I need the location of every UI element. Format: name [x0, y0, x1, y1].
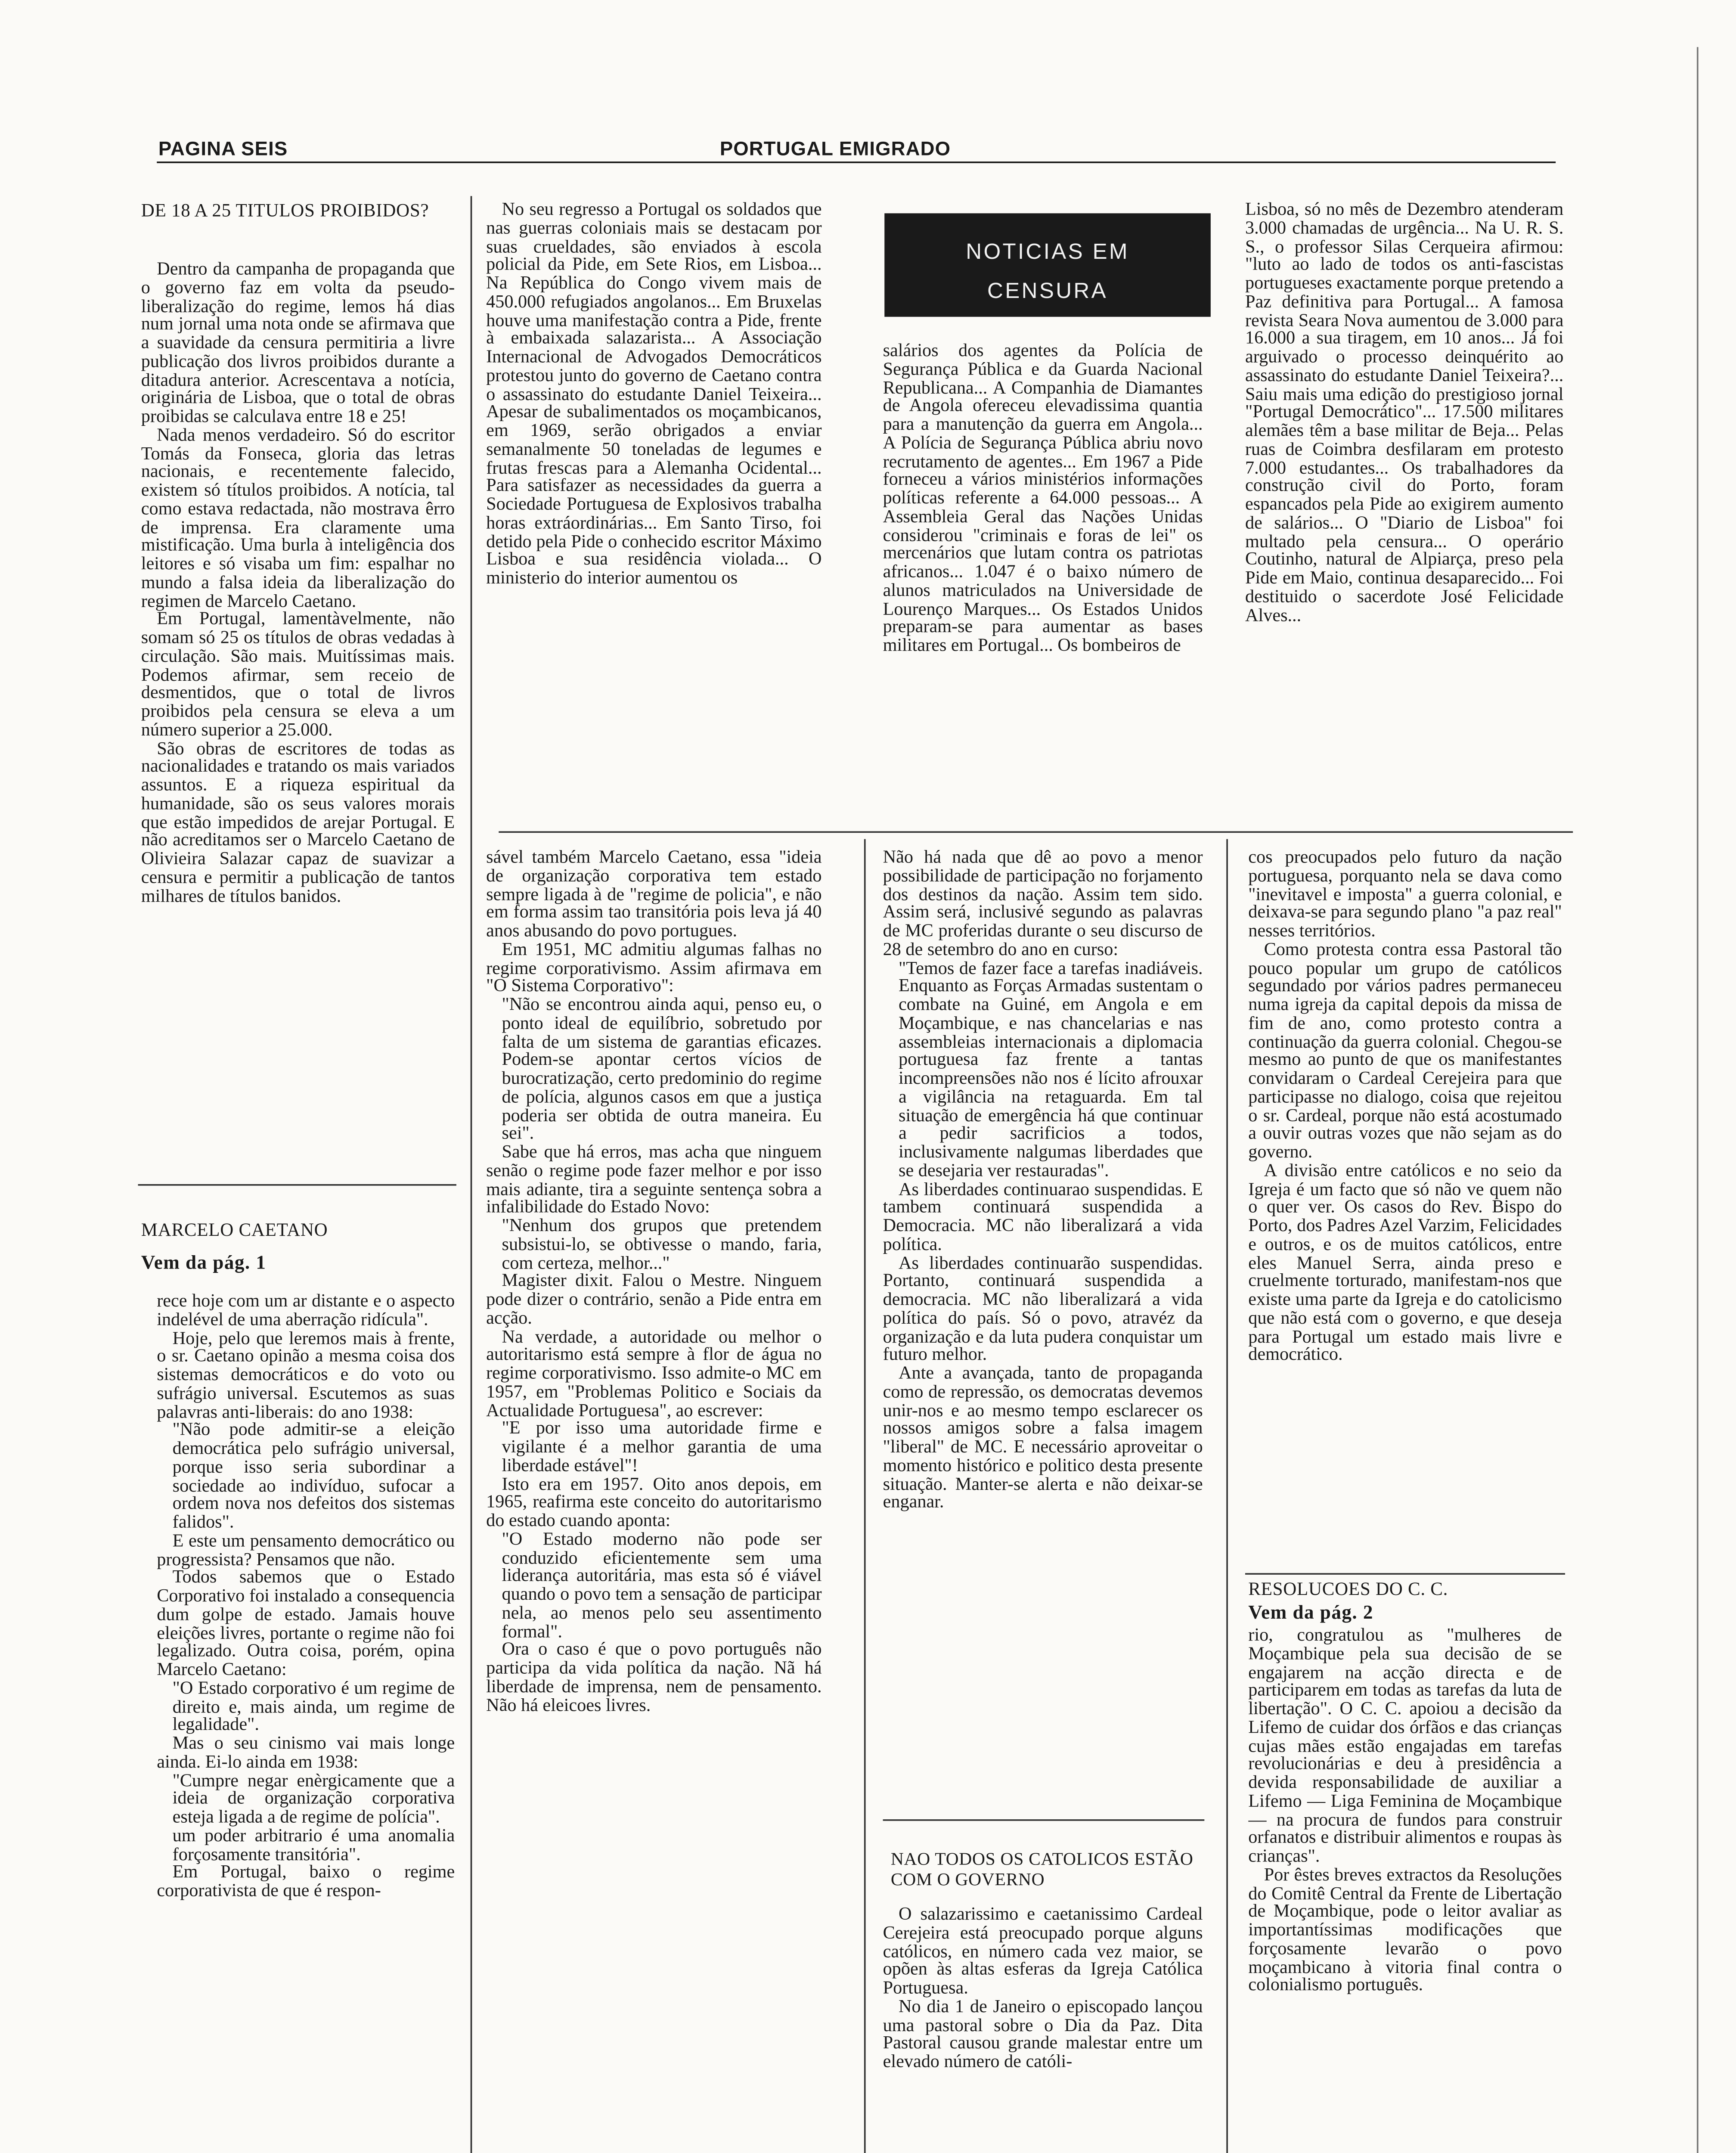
article-title-titulos: DE 18 A 25 TITULOS PROIBIDOS? [141, 199, 429, 221]
banner-line: NOTICIAS EM [966, 238, 1129, 264]
paragraph: E este um pensamento democrático ou progressista? Pensamos que não. [157, 1530, 455, 1570]
article-marcelo-continued-2 [883, 848, 1203, 1808]
paragraph: As liberdades continuarao suspendidas. E tambem continuará suspendida a Democracia. MC não liberalizará a vida política. [883, 1179, 1203, 1254]
paragraph: No dia 1 de Janeiro o episcopado lançou uma pastoral sobre o Dia da Paz. Dita Pastoral causou grande malestar entre um elevado número de católi- [883, 1996, 1203, 2072]
paragraph: Isto era em 1957. Oito anos depois, em 1965, reafirma este conceito do autoritarismo do estado cuando aponta: [486, 1473, 822, 1531]
column-divider [471, 196, 472, 2153]
paragraph: Como protesta contra essa Pastoral tão pouco popular um grupo de católicos segundado por vários padres permaneceu numa igreja da capital depois da missa de fim de ano, como protesto contra a continuação da guerra colonial. Chegou-se mesmo ao punto de que os manifestantes convidaram o Cardeal Cerejeira para que participasse no dialogo, coisa que rejeitou o sr. Cardeal, porque não está acostumado a ouvir outras vozes que não sejam as do governo. [1248, 939, 1562, 1162]
quote: "O Estado corporativo é um regime de direito e, mais ainda, um regime de legalidade". [172, 1678, 455, 1735]
paragraph: salários dos agentes da Polícia de Segurança Pública e da Guarda Nacional Republicana... A Companhia de Diamantes de Angola ofereceu elevadissima quantia para a manutenção da guerra em Angola... A Polícia de Segurança Pública abriu novo recrutamento de agentes... Em 1967 a Pide forneceu a vários ministérios informações políticas referente a 64.000 pessoas... A Assembleia Geral das Nações Unidas considerou "criminais e foras de lei" os mercenários que lutam contra os patriotas africanos... 1.047 é o baixo número de alunos matriculados na Universidade de Lourenço Marques... Os Estados Unidos preparam-se para aumentar as bases militares em Portugal... Os bombeiros de [883, 342, 1203, 656]
continued-from-label: Vem da pág. 2 [1248, 1601, 1373, 1623]
paragraph: Em Portugal, baixo o regime corporativista de que é respon- [157, 1862, 455, 1901]
paragraph: Na verdade, a autoridade ou melhor o autoritarismo está sempre à flor de água no regime corporativismo. Isso admite-o MC em 1957, em "Problemas Politico e Sociais da Actualidade Portuguesa", ao escrever: [486, 1326, 822, 1421]
column-divider [864, 839, 866, 2153]
quote: um poder arbitrario é uma anomalia forçosamente transitória". [172, 1825, 455, 1864]
quote: "Temos de fazer face a tarefas inadiáveis. Enquanto as Forças Armadas sustentam o combate na Guiné, em Angola e em Moçambique, e nas chancelarias e nas assembleias internacionais a diplomacia portuguesa faz frente a tantas incompreensões não nos é lícito afrouxar a vigilância na retaguarda. Em tal situação de emergência há que continuar a pedir sacrificios a todos, inclusivamente nalgumas liberdades que se desejaria ver restauradas". [899, 957, 1203, 1181]
noticias-col3-body [883, 342, 1203, 813]
paragraph: No seu regresso a Portugal os soldados que nas guerras coloniais mais se destacam por suas crueldades, são enviados à escola policial da Pide, em Sete Rios, em Lisboa... Na República do Congo vivem mais de 450.000 refugiados angolanos... Em Bruxelas houve uma manifestação contra a Pide, frente à embaixada salazarista... A Associação Internacional de Advogados Democráticos protestou junto do governo de Caetano contra o assassinato do estudante Daniel Teixeira... Apesar de subalimentados os moçambicanos, em 1969, serão obrigados a enviar semanalmente 50 toneladas de legumes e frutas frescas para a Alemanha Ocidental... Para satisfazer as necessidades da guerra a Sociedade Portuguesa de Explosivos trabalha horas extráordinárias... Em Santo Tirso, foi detido pela Pide o conhecido escritor Máximo Lisboa e sua residência violada... O ministerio do interior aumentou os [486, 201, 822, 588]
paragraph: Ora o caso é que o povo português não participa da vida política da nação. Nã há liberdade de imprensa, nem de pensamento. Não há eleicoes livres. [486, 1639, 822, 1715]
paragraph: Em Portugal, lamentàvelmente, não somam só 25 os títulos de obras vedadas à circulação. São mais. Muitíssimas mais. Podemos afirmar, sem receio de desmentidos, que o total de livros proibidos pela censura se eleva a um número superior a 25.000. [141, 609, 455, 740]
paragraph: rio, congratulou as "mulheres de Moçambique pela sua decisão de se engajarem na acção directa e de participarem em todas as tarefas da luta de libertação". O C. C. apoiou a decisão da Lifemo de cuidar dos órfãos e das crianças cujas mães estão engajadas em tarefas revolucionárias e deu à presidência a devida responsabilidade de auxiliar a Lifemo — Liga Feminina de Moçambique — na procura de fundos para construir orfanatos e distribuir alimentos e roupas às crianças". [1248, 1626, 1562, 1867]
noticias-col4-body [1245, 201, 1563, 816]
paragraph: Sabe que há erros, mas acha que ninguem senão o regime pode fazer melhor e por isso mais adiante, tira a seguinte sentença sobra a infalibilidade do Estado Novo: [486, 1142, 822, 1218]
quote: "Nenhum dos grupos que pretendem subsistui-lo, se obtivesse o mando, faria, com certeza, melhor..." [502, 1215, 822, 1273]
column-divider [1245, 1573, 1565, 1575]
paragraph: Nada menos verdadeiro. Só do escritor Tomás da Fonseca, gloria das letras nacionais, e recentemente falecido, existem só títulos proibidos. A notícia, tal como estava redactada, não mostrava êrro de imprensa. Era claramente uma mistificação. Uma burla à inteligência dos leitores e só visaba um fim: espalhar no mundo a falsa ideia da liberalização do regimen de Marcelo Caetano. [141, 425, 455, 611]
paragraph: Em 1951, MC admitiu algumas falhas no regime corporativismo. Assim afirmava em "O Sistema Corporativo": [486, 939, 822, 996]
paragraph: A divisão entre católicos e no seio da Igreja é um facto que só não ve quem não o quer ver. Os casos do Rev. Bispo do Porto, dos Padres Azel Varzim, Felicidades e outros, e os de muitos católicos, entre eles Manuel Serra, ainda preso e cruelmente torturado, manifestam-nos que existe uma parte da Igreja e do catolicismo que não está com o governo, e que deseja para Portugal um estado mais livre e democrático. [1248, 1160, 1562, 1365]
quote: "Não se encontrou ainda aqui, penso eu, o ponto ideal de equilíbrio, sobretudo por falta de um sistema de garantias eficazes. Podem-se apontar certos vícios de burocratização, certo predominio do regime de polícia, algunos casos em que a justiça poderia ser obtida de outra maneira. Eu sei". [502, 994, 822, 1144]
paragraph: Magister dixit. Falou o Mestre. Ninguem pode dizer o contrário, senão a Pide entra em acção. [486, 1271, 822, 1328]
article-catolicos-continued [1248, 848, 1562, 1570]
article-title-resolucoes: RESOLUCOES DO C. C. [1248, 1578, 1448, 1600]
quote: "O Estado moderno não pode ser conduzido eficientemente sem uma liderança autoritária, mas esta só é viável quando o povo tem a sensação de participar nela, ao menos pelo seu assentimento formal". [502, 1529, 822, 1641]
page-label: PAGINA SEIS [158, 138, 288, 160]
article-marcelo-body [157, 1292, 455, 2123]
paragraph: Todos sabemos que o Estado Corporativo foi instalado a consequencia dum golpe de estado. Jamais houve eleições livres, portante o regime não foi legalizado. Outra coisa, porém, opina Marcelo Caetano: [157, 1567, 455, 1680]
paragraph: cos preocupados pelo futuro da nação portuguesa, porquanto nela se dava como "inevitavel e imposta" a guerra colonial, e deixava-se para segundo plano "a paz real" nesses territórios. [1248, 848, 1562, 941]
paragraph: Por êstes breves extractos da Resoluções do Comitê Central da Frente de Libertação de Moçambique, pode o leitor avaliar as importantíssimas modificações que forçosamente levarão o povo moçambicano à vitoria final contra o colonialismo português. [1248, 1864, 1562, 1995]
column-divider [1226, 839, 1228, 2153]
page-edge-line [1697, 47, 1699, 2153]
continued-from-label: Vem da pág. 1 [141, 1251, 267, 1274]
noticias-col2-body [486, 201, 822, 816]
paragraph: Lisboa, só no mês de Dezembro atenderam 3.000 chamadas de urgência... Na U. R. S. S., o professor Silas Cerqueira afirmou: "luto ao lado de todos os anti-fascistas portugueses exactamente porque pretendo a Paz definitiva para Portugal... A famosa revista Seara Nova aumentou de 3.000 para 16.000 a sua tiragem, em 10 anos... Já foi arguivado o processo deinquérito ao assassinato do estudante Daniel Teixeira?... Saiu mais uma edição do prestigioso jornal "Portugal Democrático"... 17.500 militares alemães têm a base militar de Beja... Pelas ruas de Coimbra desfilaram em protesto 7.000 estudantes... Os trabalhadores da construção civil do Porto, foram espancados pela Pide ao exigirem aumento de salários... O "Diario de Lisboa" foi multado pela censura... O operário Coutinho, natural de Alpiarça, preso pela Pide em Maio, continua desaparecido... Foi destituido o sacerdote José Felicidade Alves... [1245, 201, 1564, 625]
column-divider [883, 1819, 1205, 1821]
article-titulos-body [141, 261, 455, 1170]
paragraph: Dentro da campanha de propaganda que o governo faz em volta da pseudo-liberalização do regime, lemos há dias num jornal uma nota onde se afirmava que a suavidade da censura permitiria a livre publicação dos livros proibidos durante a ditadura anterior. Acrescentava a notícia, originária de Lisboa, que o total de obras proibidas se calculava entre 18 e 25! [141, 260, 455, 427]
quote: "Cumpre negar enèrgicamente que a ideia de organização corporativa esteja ligada a de regime de polícia". [172, 1770, 455, 1827]
paragraph: São obras de escritores de todas as nacionalidades e tratando os mais variados assuntos. E a riqueza espiritual da humanidade, são os seus valores morais que estão impedidos de arejar Portugal. E não acreditamos ser o Marcelo Caetano de Olivieira Salazar capaz de suavizar a censura e permitir a publicação de tantos milhares de títulos banidos. [141, 738, 455, 906]
article-title-catolicos: NAO TODOS OS CATOLICOS ESTÃO COM O GOVERNO [890, 1850, 1194, 1889]
masthead-title: PORTUGAL EMIGRADO [719, 138, 951, 160]
quote: "Não pode admitir-se a eleição democrática pelo sufrágio universal, porque isso seria subordinar a sociedade ao indivíduo, sufocar a ordem nova nos defeitos dos sistemas falidos". [172, 1420, 455, 1533]
paragraph: O salazarissimo e caetanissimo Cardeal Cerejeira está preocupado porque alguns católicos, en número cada vez maior, se opõen às altas esferas da Igreja Católica Portuguesa. [883, 1905, 1203, 1998]
paragraph: Mas o seu cinismo vai mais longe ainda. Ei-lo ainda em 1938: [157, 1733, 455, 1772]
column-divider [138, 1184, 456, 1186]
banner-line: CENSURA [987, 277, 1108, 303]
paragraph: Não há nada que dê ao povo a menor possibilidade de participação no forjamento dos destinos da nação. Assim tem sido. Assim será, inclusivé segundo as palavras de MC proferidas durante o seu discurso de 28 de setembro do ano en curso: [883, 848, 1203, 960]
section-divider [499, 831, 1573, 833]
article-marcelo-continued [486, 848, 822, 2134]
paragraph: sável também Marcelo Caetano, essa "ideia de organização corporativa tem estado sempre ligada à de "regime de policia", e não em forma assim tao transitória pois leva já 40 anos abusando do povo portugues. [486, 848, 822, 941]
paragraph: rece hoje com um ar distante e o aspecto indelével de uma aberração ridícula". [157, 1292, 455, 1330]
article-resolucoes-body [1248, 1626, 1562, 2066]
article-title-marcelo: MARCELO CAETANO [141, 1219, 328, 1241]
header-rule [157, 161, 1556, 163]
noticias-banner [884, 213, 1211, 316]
paragraph: Hoje, pelo que leremos mais à frente, o sr. Caetano opinão a mesma coisa dos sistemas democráticos e do voto ou sufrágio universal. Escutemos as suas palavras anti-liberais: do ano 1938: [157, 1328, 455, 1422]
quote: "E por isso uma autoridade firme e vigilante é a melhor garantia de uma liberdade estável"! [502, 1418, 822, 1476]
paragraph: Ante a avançada, tanto de propaganda como de repressão, os democratas devemos unir-nos e ao mesmo tempo esclarecer os nossos amigos sobre a falsa imagem "liberal" de MC. E necessário aproveitar o momento histórico e politico desta presente situação. Manter-se alerta e não deixar-se enganar. [883, 1363, 1203, 1513]
paragraph: As liberdades continuarão suspendidas. Portanto, continuará suspendida a democracia. MC não liberalizará a vida política do país. Só o povo, atravéz da organização e da luta pudera conquistar um futuro melhor. [883, 1252, 1203, 1365]
article-catolicos-body [883, 1905, 1203, 2141]
